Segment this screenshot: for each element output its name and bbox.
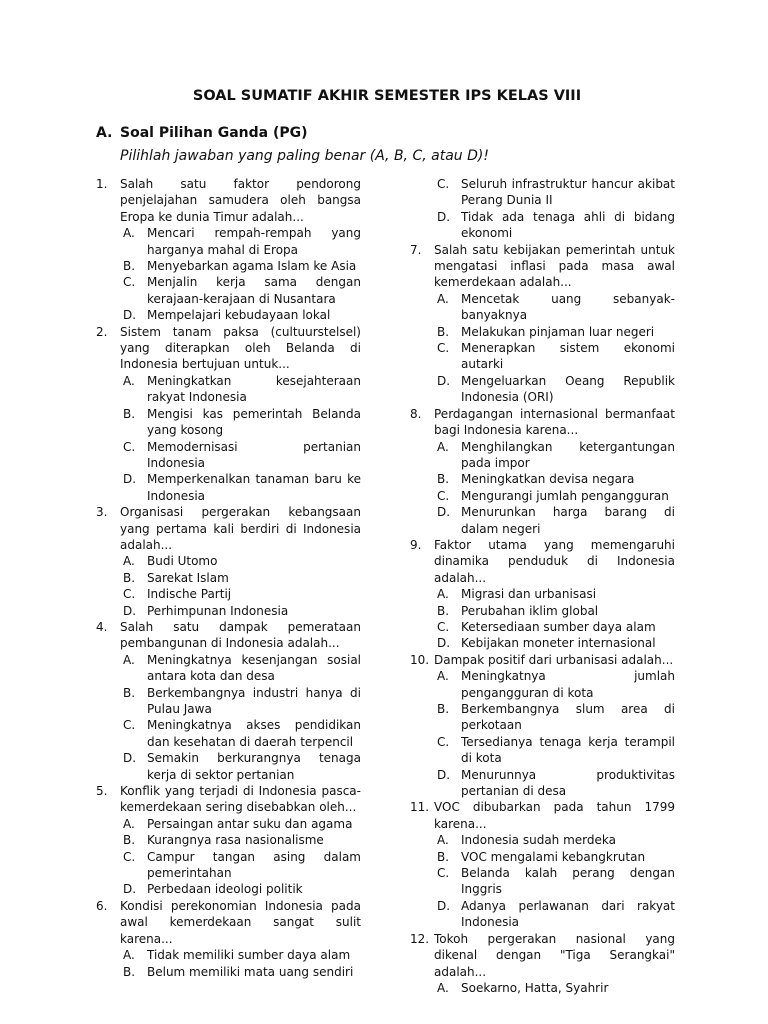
question-number: 5.: [96, 784, 108, 799]
question-text: Faktor utama yang memengaruhi dinamika penduduk di Indonesia adalah...: [434, 537, 675, 585]
option-text: Tersedianya tenaga kerja terampil di kota: [461, 734, 675, 766]
option-letter: C.: [437, 866, 450, 881]
question-item: [96, 324, 361, 373]
option-text: Meningkatkan devisa negara: [461, 472, 635, 487]
option-letter: B.: [437, 472, 450, 487]
answer-option: [410, 849, 675, 865]
question-item: [410, 799, 675, 832]
answer-option: [96, 373, 361, 406]
option-text: Mengeluarkan Oeang Republik Indonesia (ORI): [461, 373, 675, 405]
question-item: [96, 504, 361, 553]
answer-option: [96, 816, 361, 832]
option-text: Berkembangnya industri hanya di Pulau Jawa: [147, 685, 361, 716]
option-letter: D.: [123, 472, 137, 487]
question-text: Organisasi pergerakan kebangsaan yang pertama kali berdiri di Indonesia adalah...: [120, 505, 361, 552]
option-text: Mempelajari kebudayaan lokal: [147, 308, 331, 323]
question-text: VOC dibubarkan pada tahun 1799 karena...: [434, 800, 675, 831]
option-text: Soekarno, Hatta, Syahrir: [461, 980, 609, 995]
answer-option: [410, 898, 675, 931]
question-item: [410, 931, 675, 980]
question-text: Kondisi perekonomian Indonesia pada awal kemerdekaan sangat sulit karena...: [120, 898, 361, 946]
option-letter: C.: [437, 341, 450, 356]
option-letter: B.: [123, 259, 136, 274]
answer-option: [410, 586, 675, 602]
question-text: Perdagangan internasional bermanfaat bagi Indonesia karena...: [434, 406, 675, 438]
answer-option: [96, 750, 361, 783]
option-letter: A.: [123, 226, 135, 241]
option-text: Adanya perlawanan dari rakyat Indonesia: [461, 898, 675, 930]
answer-option: [410, 471, 675, 487]
option-text: Perubahan iklim global: [461, 603, 599, 618]
answer-option: [410, 488, 675, 504]
option-text: Perbedaan ideologi politik: [147, 882, 303, 897]
answer-option: [96, 471, 361, 504]
question-number: 7.: [410, 242, 422, 257]
question-item: [410, 537, 675, 586]
option-letter: C.: [123, 587, 136, 602]
option-letter: A.: [437, 833, 449, 848]
option-text: Melakukan pinjaman luar negeri: [461, 324, 655, 339]
answer-option: [410, 668, 675, 701]
answer-option: [96, 964, 361, 980]
answer-option: [410, 340, 675, 373]
section-heading: Soal Pilihan Ganda (PG): [120, 125, 308, 141]
option-text: Menurunkan harga barang di dalam negeri: [461, 505, 675, 536]
answer-option: [410, 439, 675, 472]
option-text: Semakin berkurangnya tenaga kerja di sektor pertanian: [147, 751, 361, 782]
question-number: 8.: [410, 406, 422, 421]
option-letter: C.: [123, 439, 136, 454]
option-text: Perhimpunan Indonesia: [147, 603, 289, 618]
question-number: 6.: [96, 898, 108, 913]
option-letter: A.: [123, 816, 135, 831]
option-text: Tidak memiliki sumber daya alam: [147, 948, 351, 963]
option-letter: B.: [123, 570, 136, 585]
option-letter: D.: [437, 898, 451, 913]
option-letter: A.: [123, 554, 135, 569]
option-letter: C.: [437, 177, 450, 191]
question-text: Konflik yang terjadi di Indonesia pasca-kemerdekaan sering disebabkan oleh...: [120, 784, 361, 815]
question-number: 10.: [410, 652, 430, 667]
question-text: Sistem tanam paksa (cultuurstelsel) yang diterapkan oleh Belanda di Indonesia bertujuan untuk...: [120, 324, 361, 372]
answer-option: [410, 701, 675, 734]
answer-option: [96, 406, 361, 439]
option-letter: B.: [123, 833, 136, 848]
option-text: Memodernisasi pertanian Indonesia: [147, 439, 361, 470]
answer-option: [410, 734, 675, 767]
option-letter: C.: [437, 619, 450, 634]
answer-option: [410, 767, 675, 800]
option-letter: D.: [437, 767, 451, 782]
option-letter: C.: [437, 488, 450, 503]
option-letter: D.: [437, 636, 451, 651]
option-letter: A.: [437, 669, 449, 684]
section-header: [0, 125, 768, 143]
option-text: Persaingan antar suku dan agama: [147, 816, 353, 831]
answer-option: [96, 586, 361, 602]
option-letter: B.: [123, 406, 136, 421]
option-letter: A.: [437, 587, 449, 602]
option-letter: D.: [437, 505, 451, 520]
option-text: Berkembangnya slum area di perkotaan: [461, 702, 675, 733]
option-text: Mencari rempah-rempah yang harganya mahal di Eropa: [147, 226, 361, 257]
option-text: Memperkenalkan tanaman baru ke Indonesia: [147, 472, 361, 503]
option-text: Ketersediaan sumber daya alam: [461, 619, 656, 634]
answer-option: [96, 307, 361, 323]
right-column: [410, 176, 675, 996]
answer-option: [410, 619, 675, 635]
option-letter: B.: [437, 849, 450, 864]
option-text: Belum memiliki mata uang sendiri: [147, 964, 354, 979]
answer-option: [96, 849, 361, 882]
question-text: Dampak positif dari urbanisasi adalah...: [434, 652, 674, 667]
question-number: 11.: [410, 800, 430, 815]
option-letter: D.: [123, 603, 137, 618]
option-letter: A.: [437, 291, 449, 306]
answer-option: [96, 553, 361, 569]
option-text: Budi Utomo: [147, 554, 218, 569]
answer-option: [96, 652, 361, 685]
section-instruction: Pilihlah jawaban yang paling benar (A, B, C, atau D)!: [120, 148, 489, 164]
option-text: Kebijakan moneter internasional: [461, 636, 656, 651]
option-letter: A.: [123, 652, 135, 667]
option-letter: A.: [437, 439, 449, 454]
option-text: Sarekat Islam: [147, 570, 229, 585]
option-text: Campur tangan asing dalam pemerintahan: [147, 849, 361, 881]
option-letter: D.: [123, 308, 137, 323]
question-item: [96, 619, 361, 652]
option-text: Indonesia sudah merdeka: [461, 833, 616, 848]
answer-option: [410, 291, 675, 324]
option-letter: C.: [123, 275, 136, 290]
option-text: VOC mengalami kebangkrutan: [461, 849, 646, 864]
answer-option: [410, 209, 675, 242]
answer-option: [410, 980, 675, 996]
option-text: Belanda kalah perang dengan Inggris: [461, 866, 675, 897]
answer-option: [96, 603, 361, 619]
answer-option: [96, 439, 361, 472]
option-text: Menjalin kerja sama dengan kerajaan-kerajaan di Nusantara: [147, 275, 361, 306]
option-letter: D.: [123, 751, 137, 766]
option-text: Migrasi dan urbanisasi: [461, 587, 597, 602]
option-letter: C.: [437, 734, 450, 749]
option-letter: A.: [437, 980, 449, 995]
option-text: Menurunnya produktivitas pertanian di desa: [461, 767, 675, 799]
option-letter: B.: [123, 964, 136, 979]
answer-option: [96, 881, 361, 897]
answer-option: [410, 324, 675, 340]
answer-option: [410, 832, 675, 848]
option-text: Tidak ada tenaga ahli di bidang ekonomi: [461, 209, 675, 241]
section-letter: A.: [96, 125, 113, 141]
answer-option: [410, 603, 675, 619]
page-title: SOAL SUMATIF AKHIR SEMESTER IPS KELAS VIII: [192, 88, 582, 104]
option-text: Menyebarkan agama Islam ke Asia: [147, 259, 357, 274]
question-text: Tokoh pergerakan nasional yang dikenal dengan "Tiga Serangkai" adalah...: [434, 931, 675, 979]
answer-option: [410, 176, 675, 209]
option-letter: A.: [123, 373, 135, 388]
question-item: [96, 176, 361, 225]
option-text: Meningkatnya akses pendidikan dan kesehatan di daerah terpencil: [147, 718, 361, 749]
question-number: 1.: [96, 177, 108, 191]
answer-option: [96, 225, 361, 258]
question-item: [96, 898, 361, 947]
answer-option: [96, 717, 361, 750]
option-letter: D.: [437, 209, 451, 224]
option-letter: D.: [437, 373, 451, 388]
answer-option: [96, 570, 361, 586]
option-letter: B.: [437, 702, 450, 716]
answer-option: [96, 685, 361, 718]
question-item: [96, 783, 361, 816]
option-text: Meningkatnya jumlah pengangguran di kota: [461, 669, 675, 700]
answer-option: [410, 504, 675, 537]
option-text: Mencetak uang sebanyak-banyaknya: [461, 291, 675, 323]
question-number: 2.: [96, 324, 108, 339]
option-text: Indische Partij: [147, 587, 232, 602]
question-item: [410, 242, 675, 291]
answer-option: [410, 865, 675, 898]
question-number: 12.: [410, 931, 430, 946]
option-text: Menghilangkan ketergantungan pada impor: [461, 439, 675, 470]
question-item: [410, 652, 675, 668]
option-letter: A.: [123, 948, 135, 963]
question-text: Salah satu faktor pendorong penjelajahan samudera oleh bangsa Eropa ke dunia Timur adalah...: [120, 177, 361, 224]
answer-option: [96, 274, 361, 307]
answer-option: [410, 373, 675, 406]
option-text: Meningkatnya kesenjangan sosial antara kota dan desa: [147, 652, 361, 684]
answer-option: [96, 258, 361, 274]
option-letter: C.: [123, 718, 136, 733]
question-number: 3.: [96, 505, 108, 520]
option-letter: B.: [123, 685, 136, 700]
answer-option: [410, 635, 675, 651]
question-number: 9.: [410, 537, 422, 552]
option-text: Kurangnya rasa nasionalisme: [147, 833, 324, 848]
question-item: [410, 406, 675, 439]
option-text: Mengisi kas pemerintah Belanda yang kosong: [147, 406, 361, 438]
option-text: Seluruh infrastruktur hancur akibat Perang Dunia II: [461, 177, 675, 208]
answer-option: [96, 947, 361, 963]
option-text: Menerapkan sistem ekonomi autarki: [461, 341, 675, 372]
question-text: Salah satu dampak pemerataan pembangunan di Indonesia adalah...: [120, 619, 361, 651]
option-letter: C.: [123, 849, 136, 864]
answer-option: [96, 832, 361, 848]
option-letter: B.: [437, 603, 450, 618]
option-text: Meningkatkan kesejahteraan rakyat Indonesia: [147, 373, 361, 405]
question-number: 4.: [96, 619, 108, 634]
option-text: Mengurangi jumlah pengangguran: [461, 488, 669, 503]
option-letter: D.: [123, 882, 137, 897]
left-column: [96, 176, 361, 980]
option-letter: B.: [437, 324, 450, 339]
question-text: Salah satu kebijakan pemerintah untuk mengatasi inflasi pada masa awal kemerdekaan adalah...: [434, 242, 675, 290]
